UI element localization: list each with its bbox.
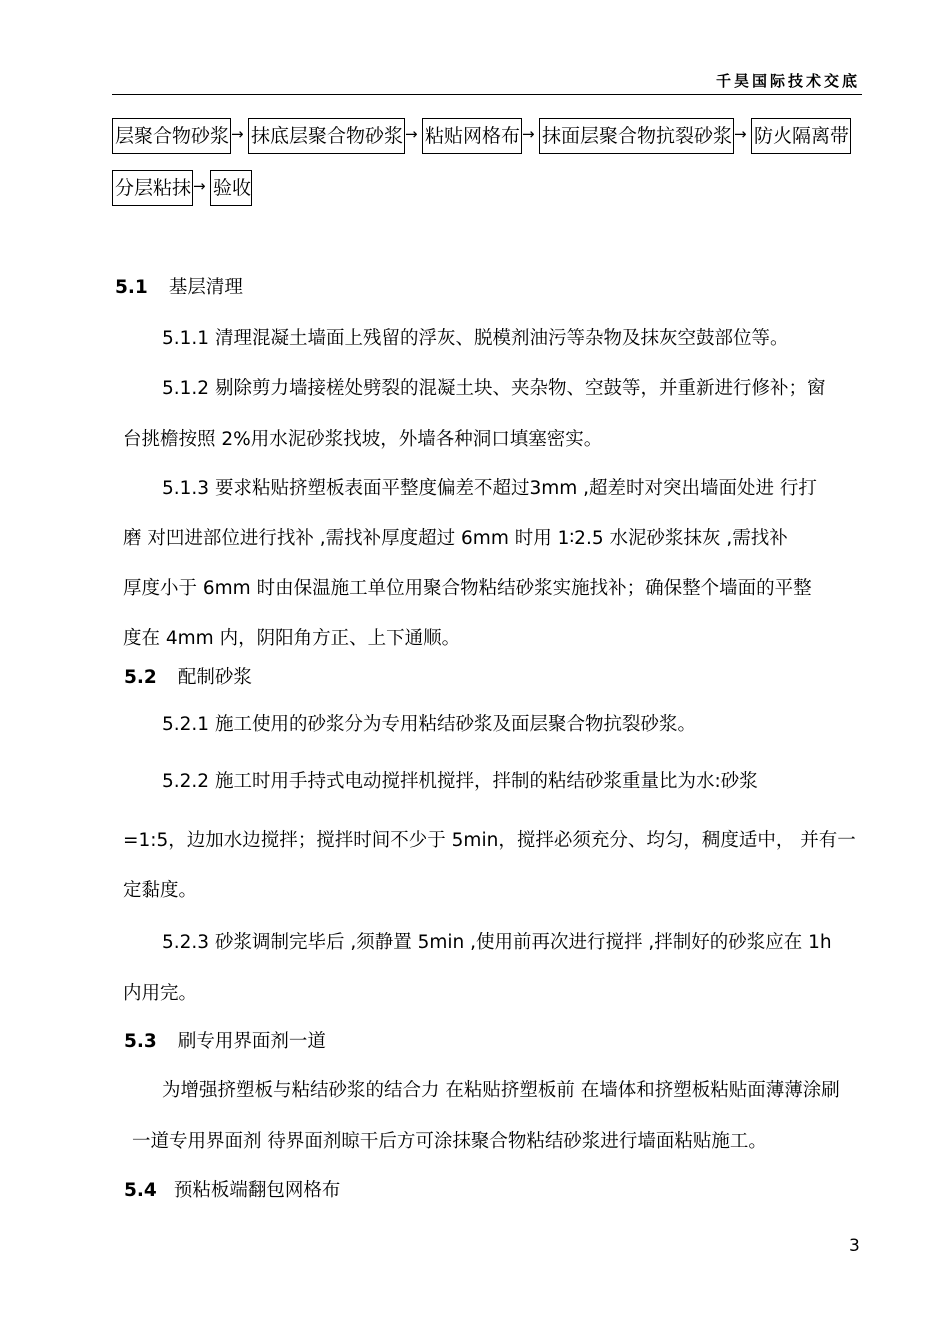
paragraph-5-1-2-line1: 5.1.2 剔除剪力墙接槎处劈裂的混凝土块、夹杂物、空鼓等，并重新进行修补；窗 bbox=[162, 378, 826, 399]
flow-step-2: 抹底层聚合物砂浆 bbox=[248, 118, 405, 154]
section-number: 5.2 bbox=[124, 667, 157, 688]
paragraph-5-2-2-line2: =1:5，边加水边搅拌；搅拌时间不少于 5min，搅拌必须充分、均匀，稠度适中， 并有一 bbox=[123, 830, 856, 851]
paragraph-5-1-3-line2: 磨 对凹进部位进行找补 ,需找补厚度超过 6mm 时用 1∶2.5 水泥砂浆抹灰 ,需找补 bbox=[123, 528, 788, 549]
section-5-2-heading bbox=[124, 663, 252, 689]
header-divider bbox=[112, 94, 862, 95]
paragraph-5-1-3-line1: 5.1.3 要求粘贴挤塑板表面平整度偏差不超过3mm ,超差时对突出墙面处进 行打 bbox=[162, 478, 817, 499]
paragraph-5-2-2-line1: 5.2.2 施工时用手持式电动搅拌机搅拌，拌制的粘结砂浆重量比为水:砂浆 bbox=[162, 771, 758, 792]
section-title: 基层清理 bbox=[168, 277, 243, 298]
flow-arrow-3: → bbox=[522, 125, 535, 143]
page-number: 3 bbox=[849, 1236, 860, 1256]
header-title: 千昊国际技术交底 bbox=[715, 72, 860, 90]
flow-step-7: 验收 bbox=[210, 170, 252, 206]
paragraph-5-1-1: 5.1.1 清理混凝土墙面上残留的浮灰、脱模剂油污等杂物及抹灰空鼓部位等。 bbox=[162, 328, 789, 349]
section-5-1-heading bbox=[115, 273, 243, 299]
paragraph-5-3-line1: 为增强挤塑板与粘结砂浆的结合力 在粘贴挤塑板前 在墙体和挤塑板粘贴面薄薄涂刷 bbox=[162, 1080, 840, 1101]
paragraph-5-2-3-line1: 5.2.3 砂浆调制完毕后 ,须静置 5min ,使用前再次进行搅拌 ,拌制好的砂浆应在 1h bbox=[162, 932, 832, 953]
flow-step-1: 层聚合物砂浆 bbox=[112, 118, 231, 154]
section-title: 配制砂浆 bbox=[177, 667, 252, 688]
flow-arrow-4: → bbox=[734, 125, 747, 143]
paragraph-5-1-3-line4: 度在 4mm 内，阴阳角方正、上下通顺。 bbox=[123, 628, 461, 649]
section-5-3-heading bbox=[124, 1027, 326, 1053]
flow-step-3: 粘贴网格布 bbox=[422, 118, 522, 154]
flow-step-6: 分层粘抹 bbox=[112, 170, 193, 206]
flow-step-5: 防火隔离带 bbox=[751, 118, 851, 154]
section-5-4-heading bbox=[124, 1176, 340, 1202]
paragraph-5-2-3-line2: 内用完。 bbox=[123, 983, 198, 1004]
section-number: 5.1 bbox=[115, 277, 148, 298]
paragraph-5-2-2-line3: 定黏度。 bbox=[123, 880, 198, 901]
section-title: 预粘板端翻包网格布 bbox=[173, 1180, 341, 1201]
flow-step-4: 抹面层聚合物抗裂砂浆 bbox=[539, 118, 734, 154]
section-title: 刷专用界面剂一道 bbox=[177, 1031, 326, 1052]
paragraph-5-2-1: 5.2.1 施工使用的砂浆分为专用粘结砂浆及面层聚合物抗裂砂浆。 bbox=[162, 714, 696, 735]
paragraph-5-1-2-line2: 台挑檐按照 2%用水泥砂浆找坡，外墙各种洞口填塞密实。 bbox=[123, 429, 603, 450]
section-number: 5.3 bbox=[124, 1031, 157, 1052]
paragraph-5-1-3-line3: 厚度小于 6mm 时由保温施工单位用聚合物粘结砂浆实施找补；确保整个墙面的平整 bbox=[123, 578, 812, 599]
flow-arrow-5: → bbox=[193, 177, 206, 195]
paragraph-5-3-line2: 一道专用界面剂 待界面剂晾干后方可涂抹聚合物粘结砂浆进行墙面粘贴施工。 bbox=[132, 1131, 767, 1152]
section-number: 5.4 bbox=[124, 1180, 157, 1201]
flow-arrow-2: → bbox=[405, 125, 418, 143]
flow-arrow-1: → bbox=[231, 125, 244, 143]
